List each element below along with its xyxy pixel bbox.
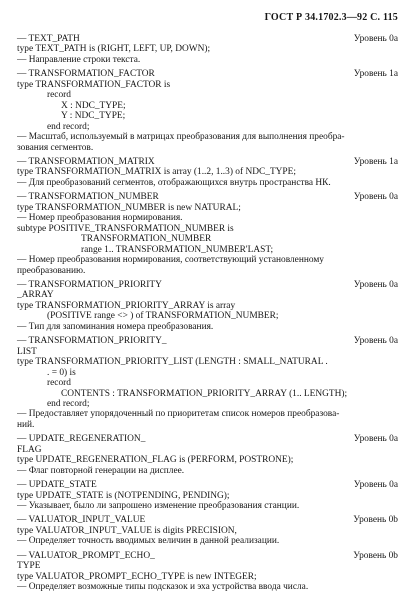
- comment-line: — Номер преобразования нормирования.: [17, 213, 183, 224]
- code-line: type UPDATE_REGENERATION_FLAG is (PERFORM, POSTRONE);: [17, 455, 294, 466]
- entry-heading: [17, 551, 398, 561]
- code-line: X : NDC_TYPE;: [61, 100, 126, 111]
- comment-line: ний.: [17, 419, 35, 430]
- code-line: CONTENTS : TRANSFORMATION_PRIORITY_ARRAY (1.. LENGTH);: [61, 388, 348, 399]
- comment-line: преобразованию.: [17, 265, 86, 276]
- code-line: type TRANSFORMATION_PRIORITY_LIST (LENGTH : SMALL_NATURAL .: [17, 357, 328, 368]
- name-continuation: TYPE: [17, 561, 41, 572]
- name-continuation: FLAG: [17, 444, 42, 455]
- code-line: record: [47, 378, 71, 389]
- code-line: record: [47, 90, 71, 101]
- entry-level: Уровень 0a: [353, 34, 398, 44]
- entry-heading: [17, 434, 398, 444]
- comment-line: — Определяет возможные типы подсказок и эха устройства ввода числа.: [17, 582, 309, 593]
- definition-entry: [17, 551, 398, 593]
- entry-level: Уровень 0b: [353, 550, 398, 561]
- definition-entry: [17, 434, 398, 476]
- entry-level: Уровень 0a: [353, 434, 398, 445]
- comment-line: — Предоставляет упорядоченный по приоритетам список номеров преобразова-: [17, 409, 340, 420]
- definition-entry: [17, 480, 398, 511]
- entry-level: Уровень 0a: [353, 192, 398, 203]
- entry-heading: [17, 157, 398, 167]
- entry-name: — UPDATE_STATE: [17, 480, 97, 491]
- definition-entry: [17, 336, 398, 430]
- definition-entry: [17, 515, 398, 546]
- entry-name: — TRANSFORMATION_NUMBER: [17, 192, 159, 203]
- definition-entry: [17, 192, 398, 276]
- entry-heading: [17, 34, 398, 44]
- code-line: type TRANSFORMATION_NUMBER is new NATURAL;: [17, 202, 241, 213]
- entry-level: Уровень 0b: [353, 515, 398, 526]
- entry-heading: [17, 69, 398, 79]
- entry-heading: [17, 515, 398, 525]
- entry-name: — VALUATOR_PROMPT_ECHO_: [17, 550, 155, 561]
- comment-line: — Тип для запоминания номера преобразования.: [17, 321, 214, 332]
- code-line: type UPDATE_STATE is (NOTPENDING, PENDING);: [17, 490, 230, 501]
- entry-heading: [17, 480, 398, 490]
- entry-level: Уровень 1a: [353, 156, 398, 167]
- code-line: type TRANSFORMATION_MATRIX is array (1..2, 1..3) of NDC_TYPE;: [17, 167, 296, 178]
- comment-line: — Для преобразований сегментов, отображающихся внутрь пространства НК.: [17, 177, 331, 188]
- comment-line: — Направление строки текста.: [17, 54, 141, 65]
- entry-name: — TEXT_PATH: [17, 34, 80, 44]
- entry-heading: [17, 336, 398, 346]
- code-line: type VALUATOR_INPUT_VALUE is digits PRECISION,: [17, 525, 237, 536]
- code-line: TRANSFORMATION_NUMBER: [81, 234, 212, 245]
- code-line: type VALUATOR_PROMPT_ECHO_TYPE is new INTEGER;: [17, 571, 257, 582]
- name-continuation: _ARRAY: [17, 290, 54, 301]
- code-line: (POSITIVE range <> ) of TRANSFORMATION_NUMBER;: [47, 311, 279, 322]
- entry-level: Уровень 1a: [353, 69, 398, 80]
- entry-name: — UPDATE_REGENERATION_: [17, 434, 146, 445]
- entry-level: Уровень 0a: [353, 480, 398, 491]
- code-line: type TRANSFORMATION_FACTOR is: [17, 79, 171, 90]
- code-line: type TEXT_PATH is (RIGHT, LEFT, UP, DOWN);: [17, 44, 211, 55]
- entry-name: — TRANSFORMATION_PRIORITY: [17, 279, 162, 290]
- code-line: end record;: [47, 398, 90, 409]
- comment-line: — Флаг повторной генерации на дисплее.: [17, 465, 185, 476]
- code-line: type TRANSFORMATION_PRIORITY_ARRAY is array: [17, 300, 236, 311]
- entry-heading: [17, 280, 398, 290]
- code-line: subtype POSITIVE_TRANSFORMATION_NUMBER is: [17, 223, 234, 234]
- entry-name: — TRANSFORMATION_PRIORITY_: [17, 336, 167, 347]
- code-line: . = 0) is: [47, 367, 76, 378]
- comment-line: — Определяет точность вводимых величин в данной реализации.: [17, 536, 280, 547]
- entry-heading: [17, 192, 398, 202]
- entry-name: — TRANSFORMATION_MATRIX: [17, 156, 155, 167]
- definition-entry: [17, 69, 398, 153]
- page-header: ГОСТ Р 34.1702.3—92 С. 115: [264, 12, 398, 23]
- definition-entry: [17, 280, 398, 332]
- definition-entry: [17, 34, 398, 65]
- entry-name: — TRANSFORMATION_FACTOR: [17, 69, 155, 80]
- name-continuation: LIST: [17, 346, 37, 357]
- comment-line: зования сегментов.: [17, 142, 94, 153]
- entry-level: Уровень 0a: [353, 336, 398, 347]
- entry-level: Уровень 0a: [353, 279, 398, 290]
- entry-name: — VALUATOR_INPUT_VALUE: [17, 515, 146, 526]
- code-line: end record;: [47, 121, 90, 132]
- comment-line: — Номер преобразования нормирования, соответствующий установленному: [17, 255, 324, 266]
- code-line: range 1.. TRANSFORMATION_NUMBER'LAST;: [81, 244, 274, 255]
- comment-line: — Масштаб, используемый в матрицах преобразования для выполнения преобра-: [17, 132, 345, 143]
- code-line: Y : NDC_TYPE;: [61, 111, 126, 122]
- definition-entry: [17, 157, 398, 188]
- comment-line: — Указывает, было ли запрошено изменение преобразования станции.: [17, 501, 300, 512]
